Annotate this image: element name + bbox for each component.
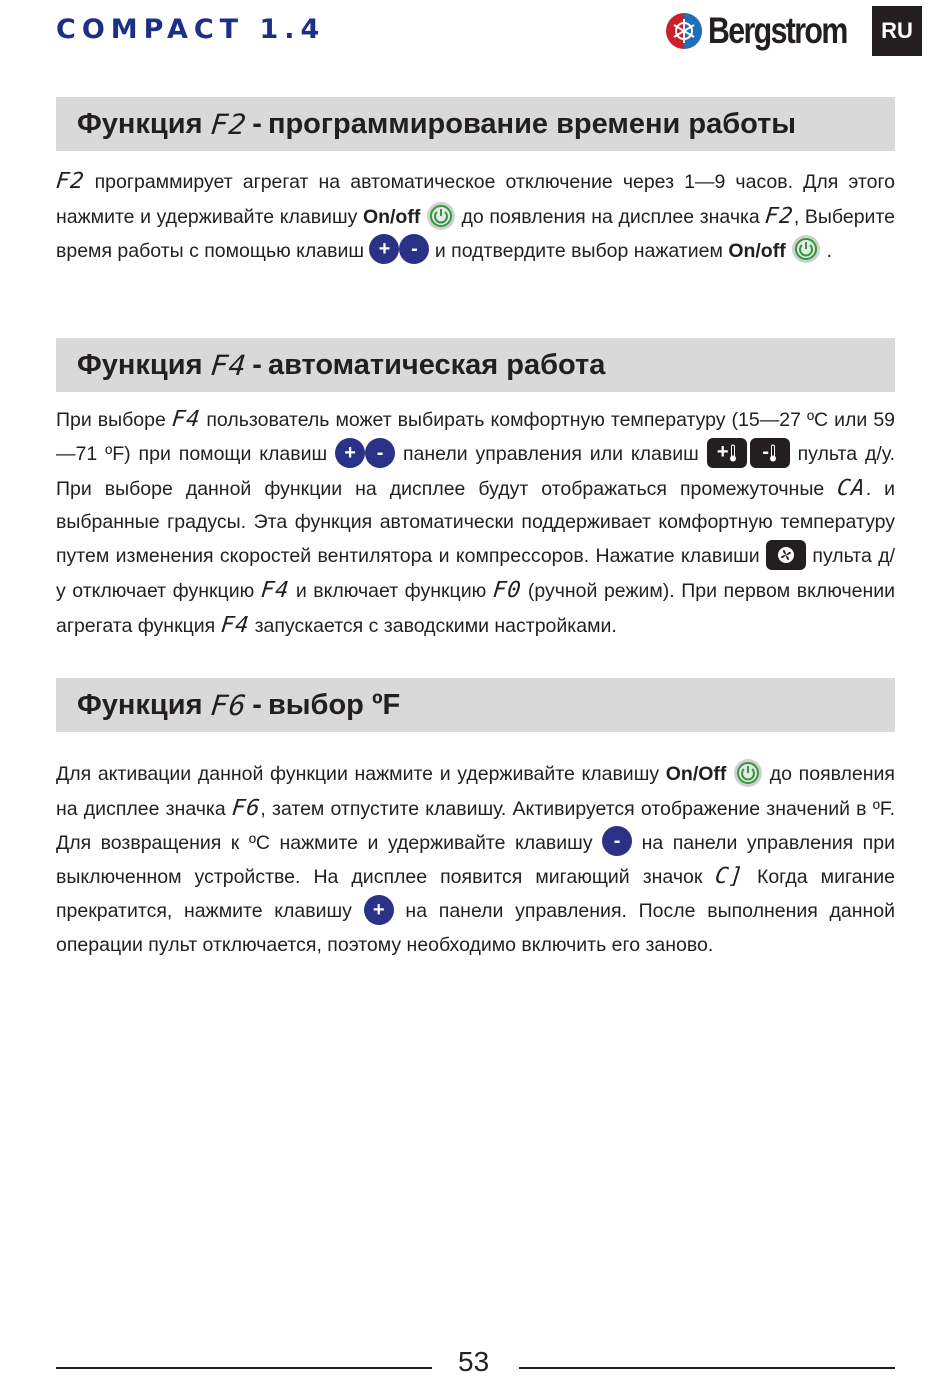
footer-rule-right (519, 1367, 895, 1369)
text: . (826, 239, 832, 262)
section-header-f2 (56, 97, 895, 151)
display-code-ca: CA (835, 475, 868, 501)
display-code-f4: F4 (219, 612, 251, 638)
title-separator: - (252, 348, 262, 381)
onoff-label: On/off (362, 205, 421, 228)
text: пользователь может выбирать комфортную температуру (15—27 ºC или 59—71 ºF) при помощи клавиш (56, 409, 896, 465)
section-f4-text (56, 403, 895, 644)
onoff-label: On/off (728, 239, 786, 262)
text: , Выберите время работы с помощью клавиш (56, 205, 895, 262)
language-badge: RU (872, 6, 922, 56)
display-code-f4: F4 (259, 577, 291, 603)
text: , затем отпустите клавишу. Активируется отображение значений в ºF. Для возвращения к ºC нажмите и удерживайте клавишу (56, 797, 896, 854)
bergstrom-logo (664, 8, 877, 54)
minus-button: - (399, 234, 429, 264)
text: до появления на дисплее значка (56, 763, 895, 820)
section-title-prefix: Функция (77, 348, 203, 381)
thermometer-icon (769, 444, 777, 462)
text: запускается с заводскими настройками. (254, 614, 617, 637)
section-title-text: автоматическая работа (267, 348, 606, 381)
power-icon (426, 201, 456, 231)
text: на панели управления при выключенном устройстве. На дисплее появится мигающий значок (56, 831, 895, 889)
power-icon (733, 758, 763, 788)
display-code-bracket: C] (714, 864, 746, 890)
text: При выборе (56, 409, 166, 431)
text: . и выбранные градусы. Эта функция автоматически поддерживает комфортную температуру путем изменения скоростей вентилятора и компрессоров. Нажатие клавиши (56, 477, 895, 568)
minus-button: - (365, 438, 395, 468)
display-code-f4: F4 (170, 407, 202, 432)
text: на панели управления. После выполнения данной операции пульт отключается, поэтому необходимо включить его заново. (56, 900, 896, 956)
plus-button: + (364, 895, 394, 925)
bergstrom-logo-icon (664, 11, 704, 51)
onoff-label: On/Off (665, 763, 727, 785)
section-title-text: программирование времени работы (267, 107, 797, 140)
display-code-f6: F6 (208, 688, 249, 722)
text: пульта д/у отключает функцию (56, 545, 895, 602)
page-number: 53 (458, 1346, 490, 1377)
title-separator: - (252, 107, 262, 140)
text: и включает функцию (295, 579, 487, 602)
section-f2-text (56, 165, 895, 268)
display-code-f4: F4 (208, 348, 249, 382)
section-header-f6 (56, 678, 895, 732)
minus-sign: - (762, 440, 770, 463)
text: Когда мигание прекратится, нажмите клавишу (56, 866, 896, 923)
plus-sign: + (716, 440, 729, 463)
display-code-f2: F2 (208, 107, 249, 141)
title-separator: - (252, 688, 262, 721)
remote-minus-thermometer-button (750, 438, 790, 468)
text: и подтвердите выбор нажатием (434, 239, 723, 262)
section-f6-text (56, 758, 895, 963)
display-code-f6: F6 (230, 795, 262, 821)
remote-plus-thermometer-button (707, 438, 747, 468)
document-title: COMPACT 1.4 (56, 14, 326, 45)
section-header-f4 (56, 338, 895, 392)
footer-rule-left (56, 1367, 432, 1369)
plus-button: + (335, 438, 365, 468)
thermometer-icon (729, 444, 737, 462)
fan-icon (777, 546, 795, 564)
text: программирует агрегат на автоматическое отключение через 1—9 часов. Для этого нажмите и удерживайте клавишу (56, 171, 895, 228)
display-code-f0: F0 (491, 577, 523, 603)
remote-fan-button (766, 540, 806, 570)
text: до появления на дисплее значка (461, 205, 760, 228)
text: панели управления или клавиш (402, 442, 699, 465)
brand-name: Bergstrom (708, 10, 847, 51)
section-title-prefix: Функция (77, 107, 203, 140)
section-title-prefix: Функция (77, 688, 203, 721)
text: (ручной режим). При первом включении агрегата функция (56, 579, 896, 637)
power-icon (791, 234, 821, 264)
display-code-f2: F2 (764, 203, 796, 229)
minus-button: - (602, 826, 632, 856)
text: Для активации данной функции нажмите и удерживайте клавишу (56, 763, 660, 785)
section-title-text: выбор ºF (267, 688, 401, 721)
display-code-f2: F2 (54, 169, 86, 194)
plus-button: + (369, 234, 399, 264)
text: пульта д/у. При выборе данной функции на дисплее будут отображаться промежуточные (56, 442, 895, 500)
